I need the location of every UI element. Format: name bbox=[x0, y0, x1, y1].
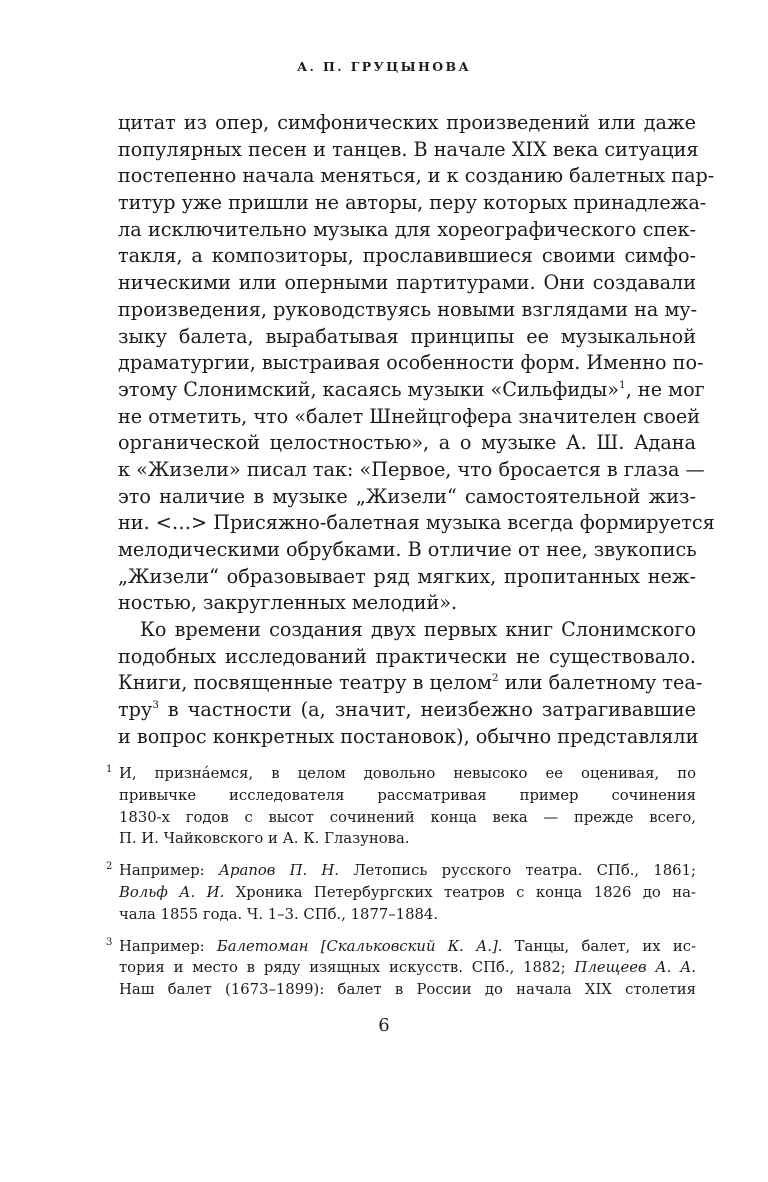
text-run: этому Слонимский, касаясь музыки «Сильфиды» bbox=[118, 377, 619, 401]
text-run: цитат из опер, симфонических произведений или даже bbox=[118, 111, 696, 134]
text-run: постепенно начала меняться, и к созданию балетных пар- bbox=[118, 164, 715, 188]
footnotes bbox=[106, 763, 696, 1011]
text-line bbox=[118, 510, 715, 537]
text-run: И, признáемся, в целом довольно невысоко ее оценивая, по bbox=[119, 765, 696, 782]
italic-text: Плещеев А. А. bbox=[574, 959, 696, 977]
footnote bbox=[106, 763, 696, 850]
text-run: произведения, руководствуясь новыми взглядами на му- bbox=[118, 297, 698, 321]
text-run: ностью, закругленных мелодий». bbox=[118, 591, 458, 615]
text-line bbox=[119, 807, 696, 829]
text-line bbox=[118, 670, 703, 697]
text-run: такля, а композиторы, прославившиеся своими симфо- bbox=[118, 244, 696, 268]
text-line bbox=[119, 904, 696, 926]
text-line bbox=[118, 590, 696, 617]
footnote bbox=[106, 860, 696, 925]
text-line bbox=[118, 430, 696, 457]
text-run: Книги, посвященные театру в целом bbox=[118, 671, 492, 695]
footnote-mark: 1 bbox=[106, 764, 113, 775]
text-line bbox=[119, 936, 696, 958]
text-line bbox=[118, 217, 696, 244]
text-run: , не мог bbox=[625, 377, 705, 401]
italic-text: Вольф А. И. bbox=[119, 883, 225, 901]
text-run: органической целостностью», а о музыке А. Ш. Адана bbox=[118, 431, 696, 455]
text-run: . Танцы, балет, их ис- bbox=[497, 937, 696, 955]
text-run: привычке исследователя рассматривая пример сочинения bbox=[119, 786, 696, 804]
text-run: Хроника Петербургских театров с конца 1826 до на- bbox=[224, 883, 696, 901]
text-run: зыку балета, вырабатывая принципы ее музыкальной bbox=[118, 324, 696, 348]
text-run: Например: bbox=[119, 937, 217, 955]
text-line bbox=[118, 377, 705, 404]
text-run: Наш балет (1673–1899): балет в России до начала XIX столетия bbox=[119, 981, 696, 999]
text-line bbox=[118, 297, 696, 324]
italic-text: Балетоман [Скальковский К. А.] bbox=[216, 937, 498, 955]
text-run: мелодическими обрубками. В отличие от нее, звукопись bbox=[118, 538, 697, 561]
text-run: не отметить, что «балет Шнейцгофера значителен своей bbox=[118, 404, 701, 428]
text-line bbox=[119, 979, 696, 1001]
text-line bbox=[118, 617, 696, 644]
italic-text: Арапов П. Н. bbox=[218, 862, 340, 880]
text-line bbox=[119, 860, 696, 882]
text-run: и вопрос конкретных постановок), обычно представляли bbox=[118, 724, 699, 748]
text-line bbox=[119, 828, 696, 850]
text-run: П. И. Чайковского и А. К. Глазунова. bbox=[119, 830, 410, 848]
text-run: ла исключительно музыка для хореографического спек- bbox=[118, 217, 696, 241]
text-line bbox=[118, 270, 696, 297]
text-line bbox=[118, 110, 696, 137]
text-run: ническими или оперными партитурами. Они создавали bbox=[118, 271, 696, 295]
footnote bbox=[106, 936, 696, 1001]
text-line bbox=[119, 763, 696, 785]
footnote-mark: 3 bbox=[106, 936, 113, 948]
text-line bbox=[118, 697, 696, 724]
text-line bbox=[118, 724, 699, 751]
text-run: подобных исследований практически не существовало. bbox=[118, 644, 696, 668]
text-line bbox=[118, 243, 696, 270]
text-line bbox=[118, 484, 696, 511]
text-run: Летопись русского театра. СПб., 1861; bbox=[339, 862, 696, 880]
text-run: 1830-х годов с высот сочинений конца века — прежде всего, bbox=[119, 808, 696, 826]
page-number: 6 bbox=[378, 1015, 390, 1036]
text-run: популярных песен и танцев. В начале XIX века ситуация bbox=[118, 137, 699, 161]
text-line bbox=[118, 644, 696, 671]
main-text bbox=[118, 110, 715, 751]
text-line bbox=[118, 190, 707, 217]
text-run: Ко времени создания двух первых книг Слонимского bbox=[140, 618, 696, 642]
text-run: тру bbox=[118, 698, 153, 722]
text-line bbox=[118, 564, 696, 591]
text-run: к «Жизели» писал так: «Первое, что бросается в глаза — bbox=[118, 457, 705, 481]
text-run: драматургии, выстраивая особенности форм. Именно по- bbox=[118, 351, 704, 375]
text-run: это наличие в музыке „Жизели“ самостоятельной жиз- bbox=[118, 484, 696, 508]
text-line bbox=[119, 957, 696, 979]
text-line bbox=[118, 457, 705, 484]
text-run: тория и место в ряду изящных искусств. СПб., 1882; bbox=[119, 959, 575, 977]
text-run: в частности (а, значит, неизбежно затрагивавшие bbox=[158, 698, 696, 722]
footnote-ref: 3 bbox=[152, 699, 159, 712]
text-run: чала 1855 года. Ч. 1–3. СПб., 1877–1884. bbox=[119, 905, 439, 923]
running-head: А. П. ГРУЦЫНОВА bbox=[296, 59, 472, 74]
text-line bbox=[118, 350, 704, 377]
text-line bbox=[118, 324, 696, 351]
footnote-mark: 2 bbox=[106, 861, 113, 873]
text-line bbox=[118, 404, 701, 431]
text-line bbox=[119, 882, 696, 904]
text-run: „Жизели“ образовывает ряд мягких, пропитанных неж- bbox=[118, 564, 696, 588]
text-run: ни. <…> Присяжно-балетная музыка всегда формируется bbox=[118, 511, 715, 535]
footnote-ref: 1 bbox=[618, 378, 626, 391]
text-line bbox=[119, 785, 696, 807]
text-line bbox=[118, 163, 715, 190]
footnote-ref: 2 bbox=[491, 672, 499, 685]
text-line bbox=[118, 137, 699, 164]
text-run: или балетному теа- bbox=[498, 671, 703, 695]
text-run: Например: bbox=[119, 862, 219, 880]
text-line bbox=[118, 537, 696, 564]
text-run: титур уже пришли не авторы, перу которых принадлежа- bbox=[118, 191, 707, 215]
